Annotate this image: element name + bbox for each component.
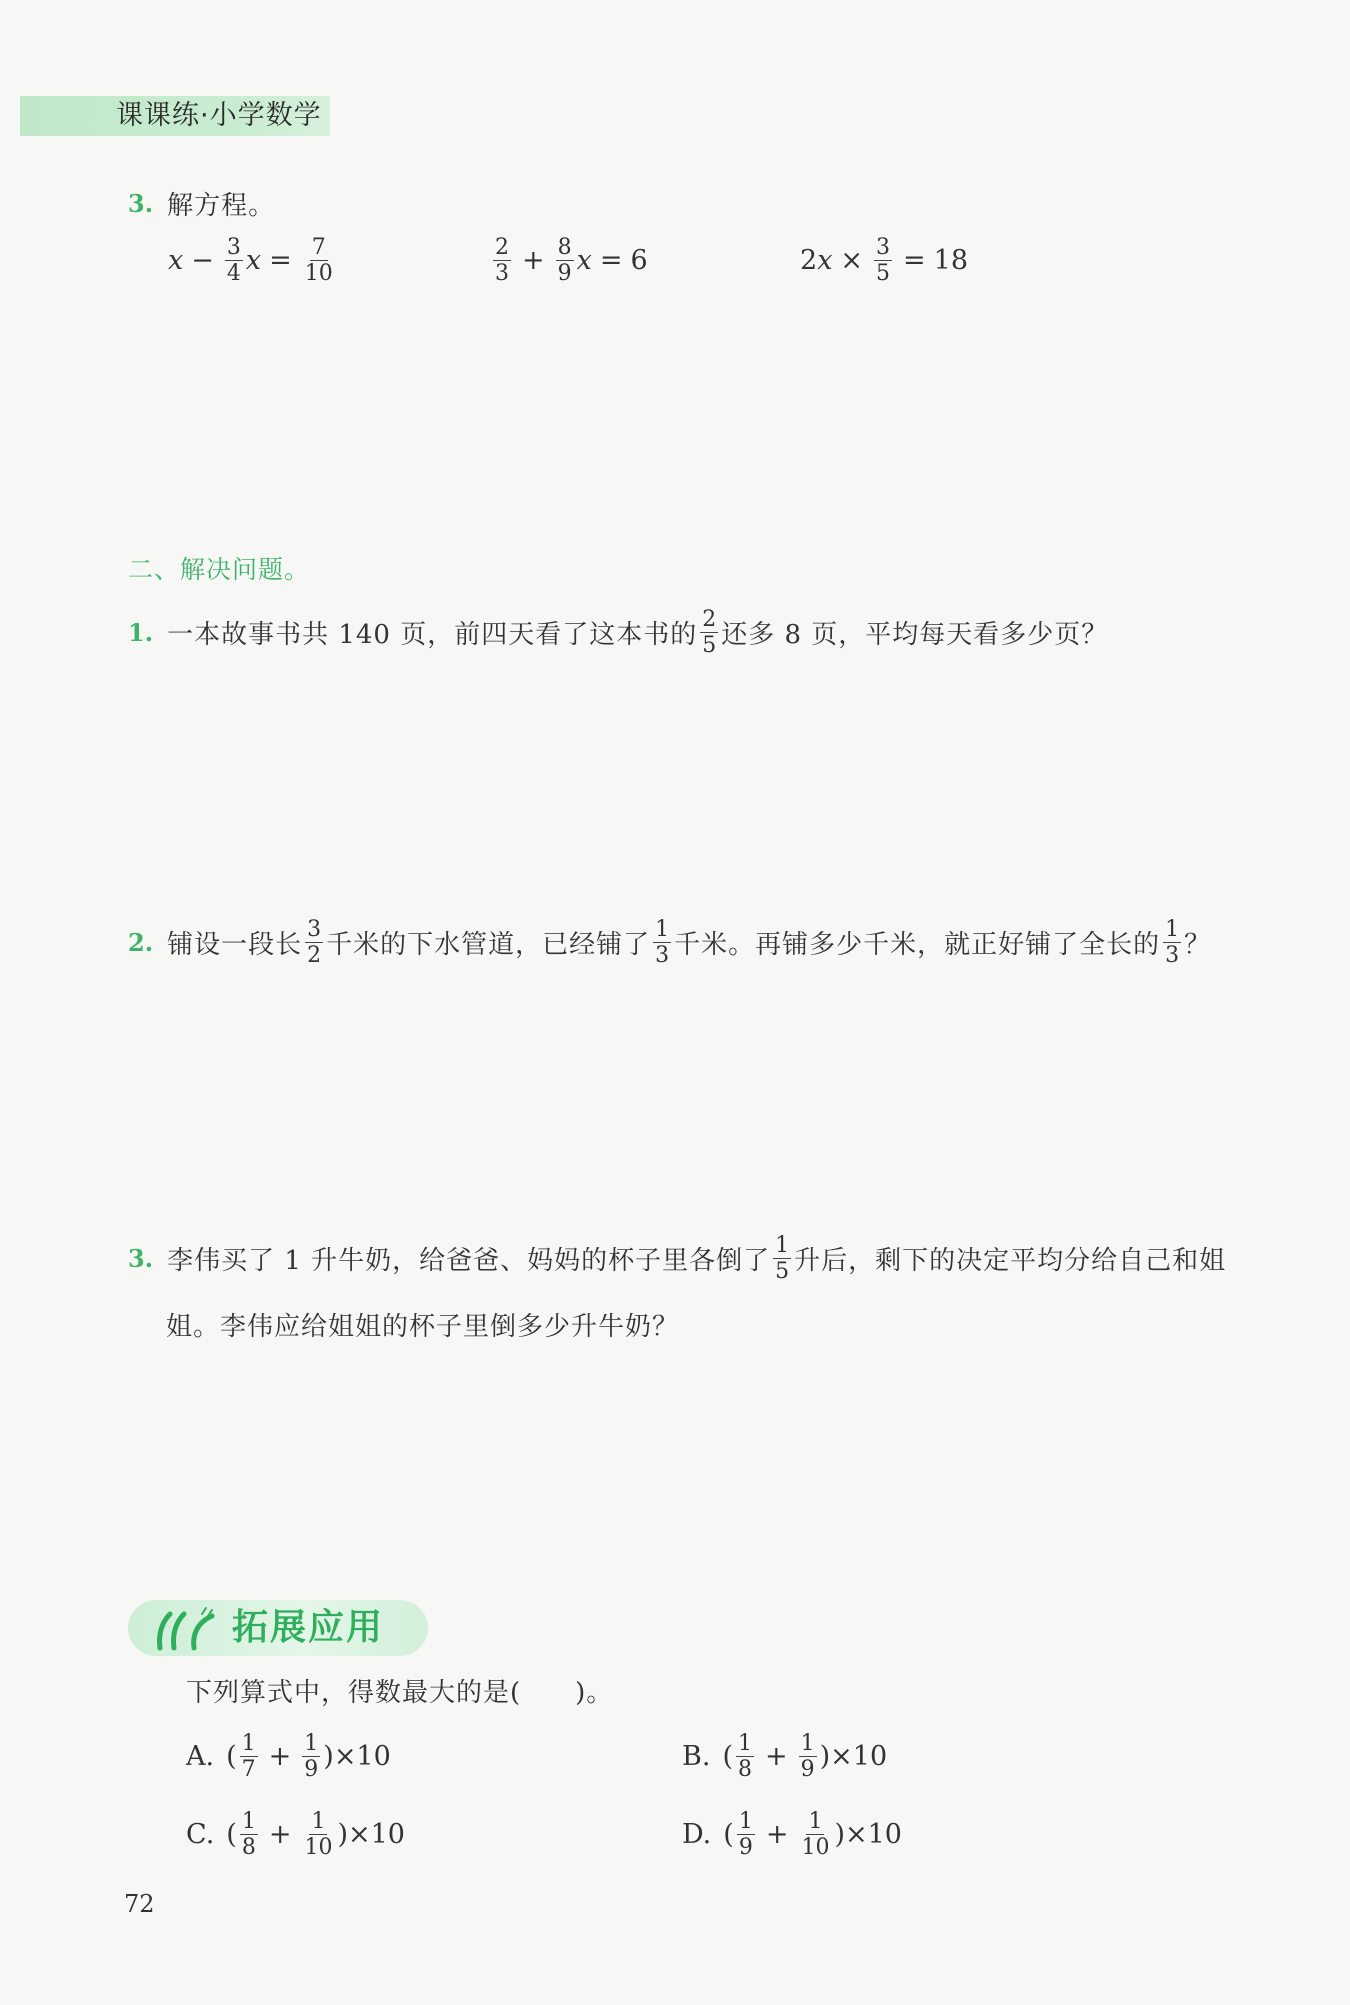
page-number: 72: [124, 1890, 155, 1918]
equations-instruction: 解方程。: [167, 191, 276, 221]
fraction: $\frac{2}{5}$: [702, 607, 717, 659]
fraction: $\frac{8}{9}$: [557, 235, 572, 287]
fraction: $\frac{1}{10}$: [801, 1809, 830, 1861]
fraction: $\frac{1}{9}$: [800, 1731, 815, 1783]
question-number: 3.: [128, 1244, 154, 1274]
question-number: 1.: [128, 618, 154, 648]
fraction: $\frac{1}{3}$: [655, 917, 670, 969]
problem-3: 3. 李伟买了 1 升牛奶，给爸爸、妈妈的杯子里各倒了 $\frac{1}{5}$ 升后，剩下的决定平均分给自己和姐: [128, 1233, 1227, 1285]
question-number: 2.: [128, 928, 154, 958]
option-b: B. ( $\frac{1}{8}$ + $\frac{1}{9}$ ) ×10: [682, 1731, 888, 1783]
extension-question: 下列算式中，得数最大的是( )。: [186, 1678, 614, 1708]
equation-3: 2 x × $\frac{3}{5}$ = 18: [800, 235, 969, 287]
fraction: $\frac{1}{8}$: [241, 1809, 256, 1861]
fraction: $\frac{1}{8}$: [737, 1731, 752, 1783]
header-title: 课课练·小学数学: [116, 100, 322, 131]
option-d: D. ( $\frac{1}{9}$ + $\frac{1}{10}$ ) ×10: [682, 1809, 902, 1861]
equations-prompt: [128, 185, 275, 222]
problem-1: 1. 一本故事书共 140 页，前四天看了这本书的 $\frac{2}{5}$ 还多 8 页，平均每天看多少页？: [128, 607, 1109, 659]
fraction: $\frac{1}{9}$: [304, 1731, 319, 1783]
fraction: $\frac{3}{5}$: [876, 235, 891, 287]
fraction: $\frac{1}{9}$: [738, 1809, 753, 1861]
option-c: C. ( $\frac{1}{8}$ + $\frac{1}{10}$ ) ×10: [186, 1809, 405, 1861]
equation-2: $\frac{2}{3}$ + $\frac{8}{9}$ x = 6: [495, 235, 648, 287]
extension-banner-title: 拓展应用: [232, 1607, 385, 1648]
fraction: $\frac{3}{2}$: [307, 917, 322, 969]
option-a: A. ( $\frac{1}{7}$ + $\frac{1}{9}$ ) ×10: [186, 1731, 391, 1783]
problem-3-line-2: 姐。李伟应给姐姐的杯子里倒多少升牛奶？: [166, 1312, 680, 1342]
equation-1: x − $\frac{3}{4}$ x = $\frac{7}{10}$: [168, 235, 333, 287]
sprout-icon: [146, 1604, 226, 1654]
fraction: $\frac{1}{3}$: [1165, 917, 1180, 969]
fraction: $\frac{7}{10}$: [304, 235, 333, 287]
problem-2: 2. 铺设一段长 $\frac{3}{2}$ 千米的下水管道，已经铺了 $\frac{1}{3}$ 千米。再铺多少千米，就正好铺了全长的 $\frac{1}{3}$ ？: [128, 917, 1212, 969]
fraction: $\frac{1}{10}$: [304, 1809, 333, 1861]
fraction: $\frac{1}{7}$: [241, 1731, 256, 1783]
fraction: $\frac{3}{4}$: [226, 235, 241, 287]
fraction: $\frac{1}{5}$: [775, 1233, 790, 1285]
section-heading: 二、解决问题。: [128, 555, 311, 584]
fraction: $\frac{2}{3}$: [495, 235, 509, 287]
question-number: 3.: [128, 189, 154, 218]
